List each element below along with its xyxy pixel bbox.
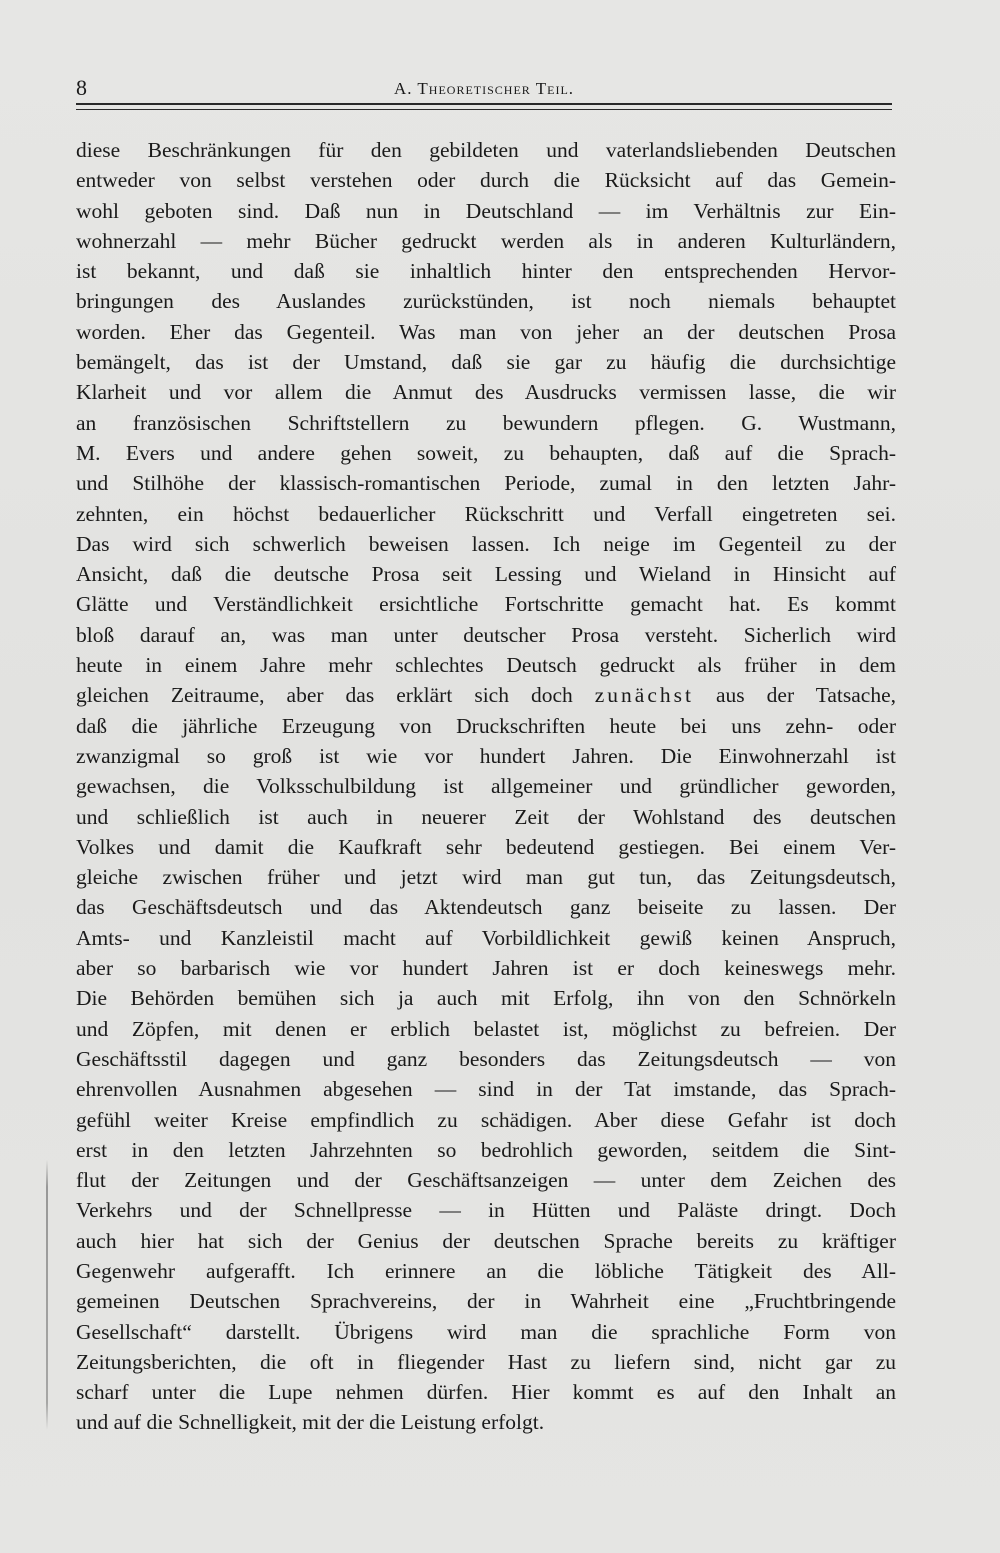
margin-pencil-mark [46, 1160, 48, 1430]
text-line: bringungen des Auslandes zurückstünden, ist noch niemals behauptet [76, 289, 896, 314]
text-line: Gegenwehr aufgerafft. Ich erinnere an die löbliche Tätigkeit des All- [76, 1258, 896, 1283]
text-line-emphasis [76, 680, 896, 710]
text-line: ehrenvollen Ausnahmen abgesehen — sind in der Tat imstande, das Sprach- [76, 1077, 896, 1102]
text-line: zehnten, ein höchst bedauerlicher Rückschritt und Verfall eingetreten sei. [76, 501, 896, 526]
text-line: gleiche zwischen früher und jetzt wird man gut tun, das Zeitungsdeutsch, [76, 865, 896, 890]
text-line: und schließlich ist auch in neuerer Zeit der Wohlstand des deutschen [76, 804, 896, 829]
header-rule-thin [76, 109, 892, 110]
text-line: gemeinen Deutschen Sprachvereins, der in Wahrheit eine „Fruchtbringende [76, 1289, 896, 1314]
running-head [76, 74, 892, 104]
text-line-last: und auf die Schnelligkeit, mit der die Leistung erfolgt. [76, 1410, 545, 1435]
text-line: bemängelt, das ist der Umstand, daß sie gar zu häufig die durchsichtige [76, 350, 896, 375]
text-line: gewachsen, die Volksschulbildung ist allgemeiner und gründlicher geworden, [76, 774, 896, 799]
text-line: heute in einem Jahre mehr schlechtes Deutsch gedruckt als früher in dem [76, 653, 896, 678]
text-line: ist bekannt, und daß sie inhaltlich hinter den entsprechenden Hervor- [76, 259, 896, 284]
text-line: Verkehrs und der Schnellpresse — in Hütten und Paläste dringt. Doch [76, 1198, 896, 1223]
text-line: Klarheit und vor allem die Anmut des Ausdrucks vermissen lasse, die wir [76, 380, 896, 405]
text-run: gleichen Zeitraume, aber das erklärt sich doch [76, 683, 595, 708]
text-line: Volkes und damit die Kaufkraft sehr bedeutend gestiegen. Bei einem Ver- [76, 834, 896, 859]
page-number: 8 [76, 75, 87, 100]
text-line: Glätte und Verständlichkeit ersichtliche Fortschritte gemacht hat. Es kommt [76, 592, 896, 617]
text-line: Ansicht, daß die deutsche Prosa seit Lessing und Wieland in Hinsicht auf [76, 562, 896, 587]
text-line: entweder von selbst verstehen oder durch die Rücksicht auf das Gemein- [76, 168, 896, 193]
text-line: Geschäftsstil dagegen und ganz besonders das Zeitungsdeutsch — von [76, 1046, 896, 1071]
text-line: Zeitungsberichten, die oft in fliegender Hast zu liefern sind, nicht gar zu [76, 1349, 896, 1374]
text-line: auch hier hat sich der Genius der deutschen Sprache bereits zu kräftiger [76, 1228, 896, 1253]
text-line: worden. Eher das Gegenteil. Was man von jeher an der deutschen Prosa [76, 319, 896, 344]
text-line: Die Behörden bemühen sich ja auch mit Erfolg, ihn von den Schnörkeln [76, 986, 896, 1011]
text-line: zwanzigmal so groß ist wie vor hundert Jahren. Die Einwohnerzahl ist [76, 743, 896, 768]
text-line: wohl geboten sind. Daß nun in Deutschland — im Verhältnis zur Ein- [76, 198, 896, 223]
header-rule-thick [76, 103, 892, 105]
text-line: erst in den letzten Jahrzehnten so bedrohlich geworden, seitdem die Sint- [76, 1137, 896, 1162]
text-line: und Stilhöhe der klassisch-romantischen Periode, zumal in den letzten Jahr- [76, 471, 896, 496]
text-line: daß die jährliche Erzeugung von Druckschriften heute bei uns zehn- oder [76, 713, 896, 738]
text-line: Amts- und Kanzleistil macht auf Vorbildlichkeit gewiß keinen Anspruch, [76, 925, 896, 950]
text-line: M. Evers und andere gehen soweit, zu behaupten, daß auf die Sprach- [76, 440, 896, 465]
running-title: A. Theoretischer Teil. [393, 79, 575, 98]
text-line: bloß darauf an, was man unter deutscher Prosa versteht. Sicherlich wird [76, 622, 896, 647]
text-line: und Zöpfen, mit denen er erblich belastet ist, möglichst zu befreien. Der [76, 1016, 896, 1041]
text-line: diese Beschränkungen für den gebildeten und vaterlandsliebenden Deutschen [76, 138, 896, 162]
text-line: Das wird sich schwerlich beweisen lassen. Ich neige im Gegenteil zu der [76, 531, 896, 556]
text-line: das Geschäftsdeutsch und das Aktendeutsch ganz beiseite zu lassen. Der [76, 895, 896, 920]
text-line: aber so barbarisch wie vor hundert Jahren ist er doch keineswegs mehr. [76, 956, 896, 981]
text-line: wohnerzahl — mehr Bücher gedruckt werden als in anderen Kulturländern, [76, 228, 896, 253]
body-text [76, 135, 896, 1438]
spaced-emphasis: zunächst [594, 683, 694, 708]
text-run: aus der Tatsache, [693, 683, 896, 708]
text-line: scharf unter die Lupe nehmen dürfen. Hier kommt es auf den Inhalt an [76, 1380, 896, 1405]
text-line: Gesellschaft“ darstellt. Übrigens wird man die sprachliche Form von [76, 1319, 896, 1344]
text-line: an französischen Schriftstellern zu bewundern pflegen. G. Wustmann, [76, 410, 896, 435]
text-line: flut der Zeitungen und der Geschäftsanzeigen — unter dem Zeichen des [76, 1168, 896, 1193]
text-line: gefühl weiter Kreise empfindlich zu schädigen. Aber diese Gefahr ist doch [76, 1107, 896, 1132]
